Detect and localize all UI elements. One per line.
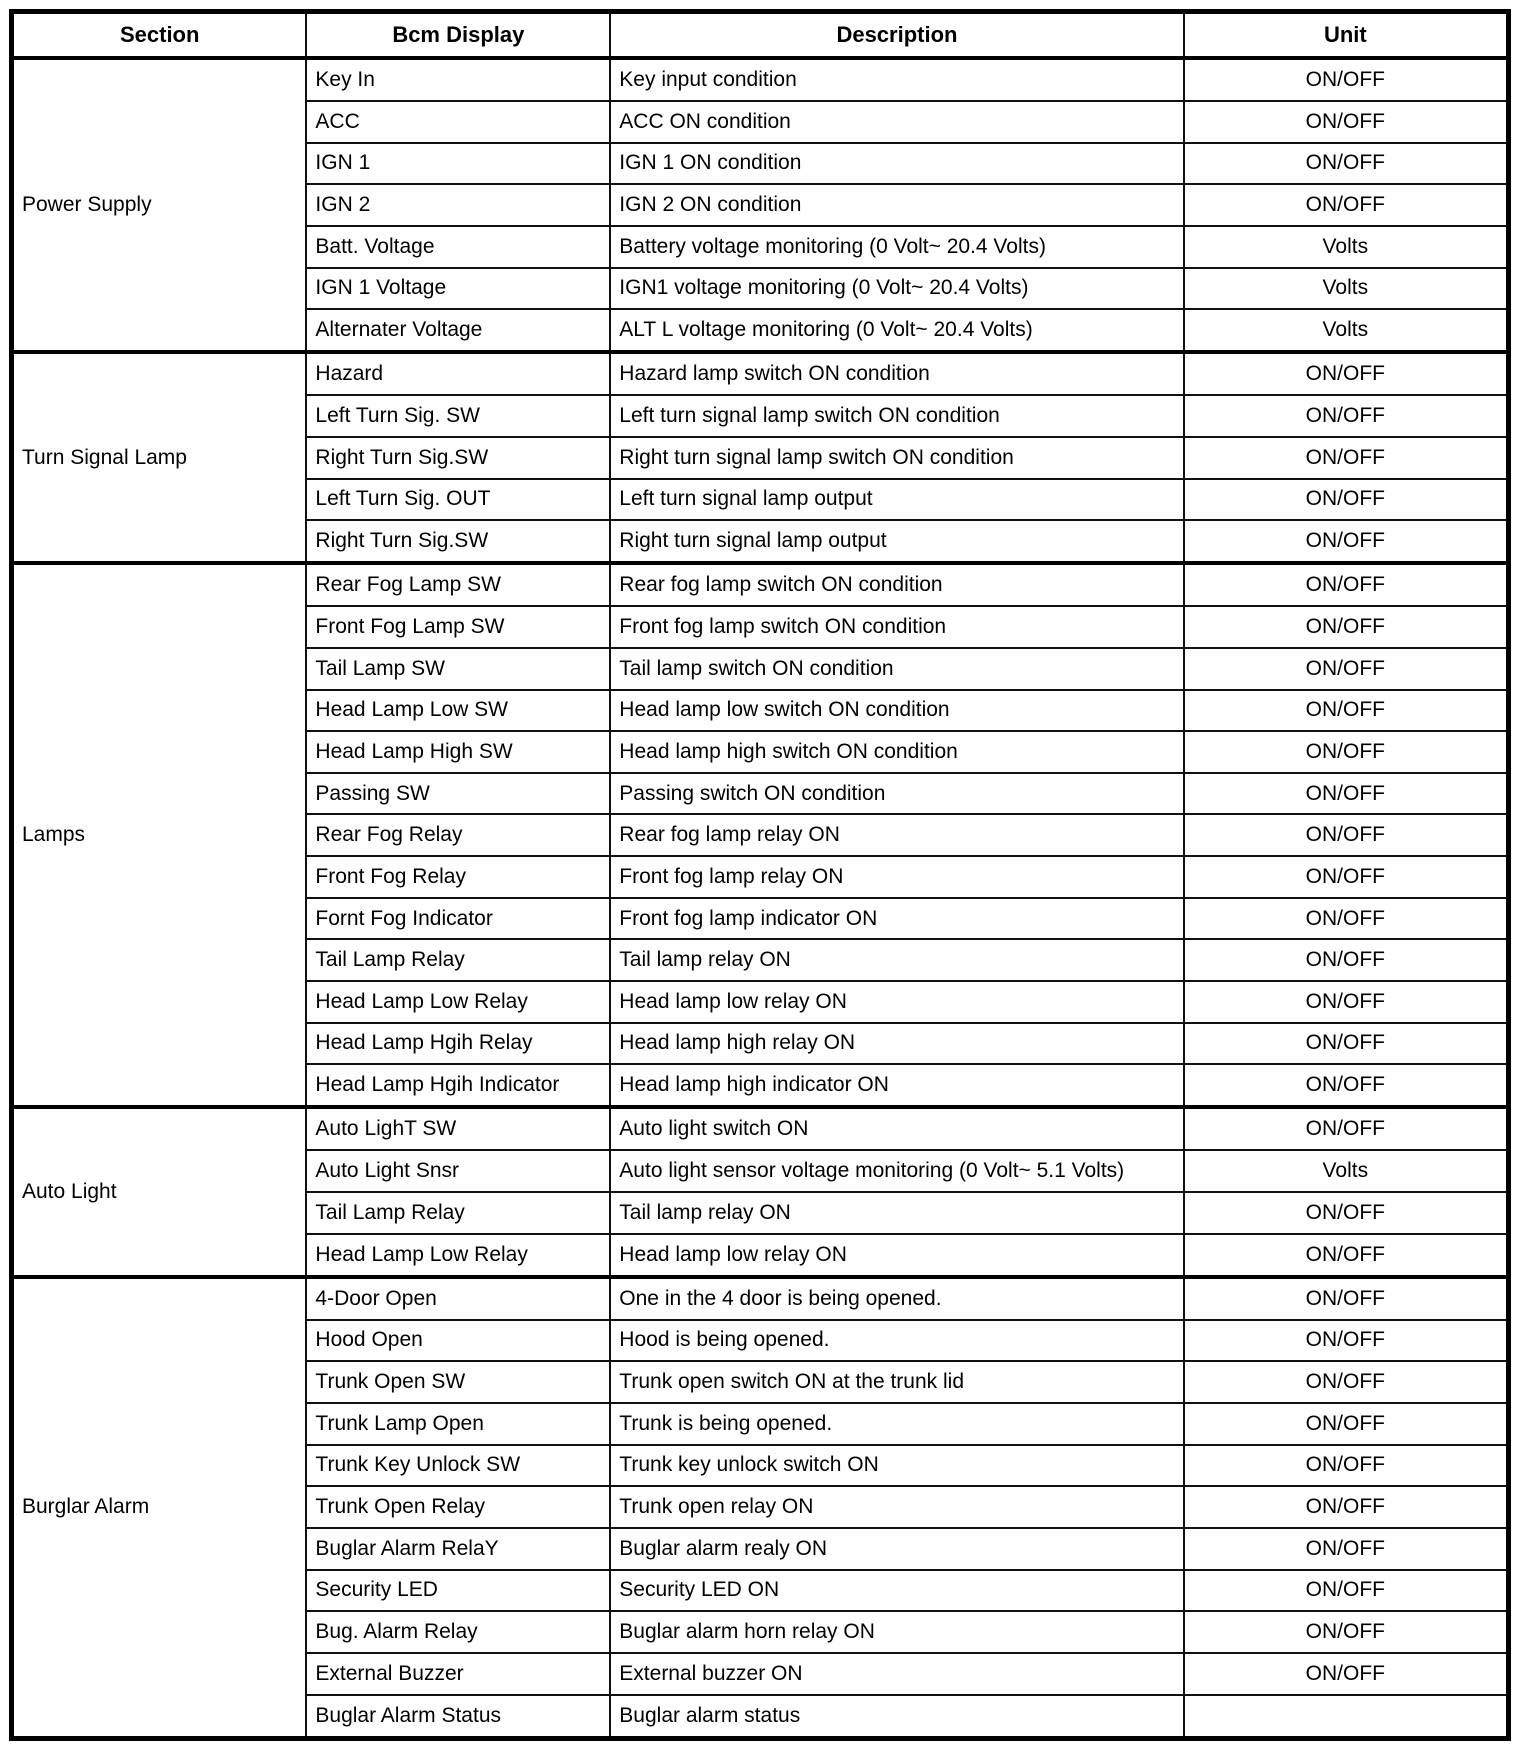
- bcm-display-cell: Head Lamp High SW: [306, 731, 610, 773]
- unit-cell: ON/OFF: [1184, 939, 1509, 981]
- unit-cell: ON/OFF: [1184, 731, 1509, 773]
- bcm-display-cell: Trunk Open SW: [306, 1361, 610, 1403]
- bcm-display-cell: Head Lamp Hgih Indicator: [306, 1064, 610, 1107]
- description-cell: One in the 4 door is being opened.: [610, 1277, 1183, 1320]
- header-row: [12, 12, 1509, 59]
- description-cell: Trunk open relay ON: [610, 1486, 1183, 1528]
- bcm-display-cell: Right Turn Sig.SW: [306, 520, 610, 563]
- description-cell: Passing switch ON condition: [610, 773, 1183, 815]
- description-cell: Left turn signal lamp switch ON condition: [610, 395, 1183, 437]
- description-cell: Left turn signal lamp output: [610, 479, 1183, 521]
- bcm-display-cell: External Buzzer: [306, 1653, 610, 1695]
- unit-cell: ON/OFF: [1184, 520, 1509, 563]
- bcm-display-cell: Fornt Fog Indicator: [306, 898, 610, 940]
- description-cell: Buglar alarm status: [610, 1695, 1183, 1739]
- description-cell: Right turn signal lamp output: [610, 520, 1183, 563]
- unit-cell: ON/OFF: [1184, 143, 1509, 185]
- unit-cell: ON/OFF: [1184, 1403, 1509, 1445]
- table-row: [12, 1277, 1509, 1320]
- description-cell: ACC ON condition: [610, 101, 1183, 143]
- unit-cell: ON/OFF: [1184, 814, 1509, 856]
- bcm-display-cell: Hood Open: [306, 1320, 610, 1362]
- unit-cell: ON/OFF: [1184, 1023, 1509, 1065]
- unit-cell: ON/OFF: [1184, 1528, 1509, 1570]
- description-cell: Head lamp low switch ON condition: [610, 690, 1183, 732]
- bcm-display-cell: IGN 1 Voltage: [306, 268, 610, 310]
- unit-cell: ON/OFF: [1184, 395, 1509, 437]
- bcm-display-cell: Buglar Alarm Status: [306, 1695, 610, 1739]
- section-cell: Auto Light: [12, 1107, 307, 1276]
- bcm-display-cell: Bug. Alarm Relay: [306, 1611, 610, 1653]
- bcm-display-cell: Trunk Key Unlock SW: [306, 1445, 610, 1487]
- description-cell: Rear fog lamp switch ON condition: [610, 563, 1183, 606]
- column-header: Unit: [1184, 12, 1509, 59]
- bcm-display-cell: Front Fog Relay: [306, 856, 610, 898]
- unit-cell: ON/OFF: [1184, 58, 1509, 101]
- column-header: Description: [610, 12, 1183, 59]
- unit-cell: ON/OFF: [1184, 690, 1509, 732]
- bcm-display-table: [9, 9, 1511, 1741]
- description-cell: Right turn signal lamp switch ON condition: [610, 437, 1183, 479]
- section-cell: Burglar Alarm: [12, 1277, 307, 1739]
- bcm-display-cell: Trunk Lamp Open: [306, 1403, 610, 1445]
- description-cell: External buzzer ON: [610, 1653, 1183, 1695]
- unit-cell: [1184, 1695, 1509, 1739]
- section-cell: Power Supply: [12, 58, 307, 352]
- description-cell: Battery voltage monitoring (0 Volt~ 20.4 Volts): [610, 226, 1183, 268]
- unit-cell: ON/OFF: [1184, 1064, 1509, 1107]
- unit-cell: ON/OFF: [1184, 184, 1509, 226]
- bcm-display-cell: Front Fog Lamp SW: [306, 606, 610, 648]
- bcm-display-cell: Auto Light Snsr: [306, 1150, 610, 1192]
- description-cell: Front fog lamp relay ON: [610, 856, 1183, 898]
- unit-cell: ON/OFF: [1184, 1234, 1509, 1277]
- unit-cell: ON/OFF: [1184, 1277, 1509, 1320]
- bcm-display-cell: Passing SW: [306, 773, 610, 815]
- table-header: [12, 12, 1509, 59]
- description-cell: Tail lamp switch ON condition: [610, 648, 1183, 690]
- bcm-display-cell: Left Turn Sig. SW: [306, 395, 610, 437]
- bcm-display-cell: Head Lamp Low Relay: [306, 981, 610, 1023]
- description-cell: Auto light switch ON: [610, 1107, 1183, 1150]
- bcm-display-cell: Tail Lamp Relay: [306, 1192, 610, 1234]
- table-row: [12, 563, 1509, 606]
- description-cell: Trunk key unlock switch ON: [610, 1445, 1183, 1487]
- bcm-display-cell: Head Lamp Low SW: [306, 690, 610, 732]
- unit-cell: ON/OFF: [1184, 1653, 1509, 1695]
- unit-cell: Volts: [1184, 1150, 1509, 1192]
- section-cell: Lamps: [12, 563, 307, 1107]
- unit-cell: Volts: [1184, 226, 1509, 268]
- unit-cell: ON/OFF: [1184, 1486, 1509, 1528]
- description-cell: Head lamp high relay ON: [610, 1023, 1183, 1065]
- unit-cell: ON/OFF: [1184, 563, 1509, 606]
- description-cell: IGN1 voltage monitoring (0 Volt~ 20.4 Volts): [610, 268, 1183, 310]
- description-cell: Head lamp low relay ON: [610, 981, 1183, 1023]
- description-cell: Head lamp high indicator ON: [610, 1064, 1183, 1107]
- description-cell: Head lamp low relay ON: [610, 1234, 1183, 1277]
- bcm-display-cell: Batt. Voltage: [306, 226, 610, 268]
- bcm-display-cell: Head Lamp Low Relay: [306, 1234, 610, 1277]
- unit-cell: ON/OFF: [1184, 1570, 1509, 1612]
- unit-cell: ON/OFF: [1184, 352, 1509, 395]
- bcm-display-cell: IGN 1: [306, 143, 610, 185]
- bcm-display-cell: 4-Door Open: [306, 1277, 610, 1320]
- description-cell: Trunk open switch ON at the trunk lid: [610, 1361, 1183, 1403]
- description-cell: Trunk is being opened.: [610, 1403, 1183, 1445]
- bcm-display-cell: Trunk Open Relay: [306, 1486, 610, 1528]
- description-cell: Key input condition: [610, 58, 1183, 101]
- unit-cell: ON/OFF: [1184, 856, 1509, 898]
- unit-cell: Volts: [1184, 268, 1509, 310]
- bcm-display-cell: Hazard: [306, 352, 610, 395]
- bcm-display-cell: Security LED: [306, 1570, 610, 1612]
- description-cell: Front fog lamp switch ON condition: [610, 606, 1183, 648]
- description-cell: Hazard lamp switch ON condition: [610, 352, 1183, 395]
- unit-cell: ON/OFF: [1184, 981, 1509, 1023]
- bcm-display-cell: Head Lamp Hgih Relay: [306, 1023, 610, 1065]
- column-header: Section: [12, 12, 307, 59]
- description-cell: Buglar alarm horn relay ON: [610, 1611, 1183, 1653]
- table-row: [12, 1107, 1509, 1150]
- bcm-display-cell: Tail Lamp Relay: [306, 939, 610, 981]
- description-cell: Tail lamp relay ON: [610, 1192, 1183, 1234]
- unit-cell: ON/OFF: [1184, 773, 1509, 815]
- table-body: [12, 58, 1509, 1739]
- bcm-display-cell: Buglar Alarm RelaY: [306, 1528, 610, 1570]
- bcm-display-cell: Alternater Voltage: [306, 309, 610, 352]
- bcm-display-cell: IGN 2: [306, 184, 610, 226]
- column-header: Bcm Display: [306, 12, 610, 59]
- bcm-display-cell: Rear Fog Lamp SW: [306, 563, 610, 606]
- bcm-display-cell: Left Turn Sig. OUT: [306, 479, 610, 521]
- unit-cell: ON/OFF: [1184, 648, 1509, 690]
- table-row: [12, 58, 1509, 101]
- description-cell: Buglar alarm realy ON: [610, 1528, 1183, 1570]
- unit-cell: ON/OFF: [1184, 101, 1509, 143]
- description-cell: Security LED ON: [610, 1570, 1183, 1612]
- description-cell: ALT L voltage monitoring (0 Volt~ 20.4 Volts): [610, 309, 1183, 352]
- bcm-display-cell: Rear Fog Relay: [306, 814, 610, 856]
- description-cell: Hood is being opened.: [610, 1320, 1183, 1362]
- bcm-display-cell: Right Turn Sig.SW: [306, 437, 610, 479]
- bcm-display-cell: Auto LighT SW: [306, 1107, 610, 1150]
- bcm-display-cell: ACC: [306, 101, 610, 143]
- description-cell: Front fog lamp indicator ON: [610, 898, 1183, 940]
- unit-cell: ON/OFF: [1184, 1192, 1509, 1234]
- unit-cell: Volts: [1184, 309, 1509, 352]
- unit-cell: ON/OFF: [1184, 1445, 1509, 1487]
- unit-cell: ON/OFF: [1184, 606, 1509, 648]
- unit-cell: ON/OFF: [1184, 479, 1509, 521]
- section-cell: Turn Signal Lamp: [12, 352, 307, 563]
- description-cell: Auto light sensor voltage monitoring (0 Volt~ 5.1 Volts): [610, 1150, 1183, 1192]
- description-cell: IGN 1 ON condition: [610, 143, 1183, 185]
- unit-cell: ON/OFF: [1184, 1320, 1509, 1362]
- unit-cell: ON/OFF: [1184, 1361, 1509, 1403]
- description-cell: Rear fog lamp relay ON: [610, 814, 1183, 856]
- table-row: [12, 352, 1509, 395]
- bcm-display-cell: Key In: [306, 58, 610, 101]
- description-cell: Head lamp high switch ON condition: [610, 731, 1183, 773]
- unit-cell: ON/OFF: [1184, 437, 1509, 479]
- description-cell: IGN 2 ON condition: [610, 184, 1183, 226]
- unit-cell: ON/OFF: [1184, 898, 1509, 940]
- bcm-display-cell: Tail Lamp SW: [306, 648, 610, 690]
- description-cell: Tail lamp relay ON: [610, 939, 1183, 981]
- unit-cell: ON/OFF: [1184, 1611, 1509, 1653]
- unit-cell: ON/OFF: [1184, 1107, 1509, 1150]
